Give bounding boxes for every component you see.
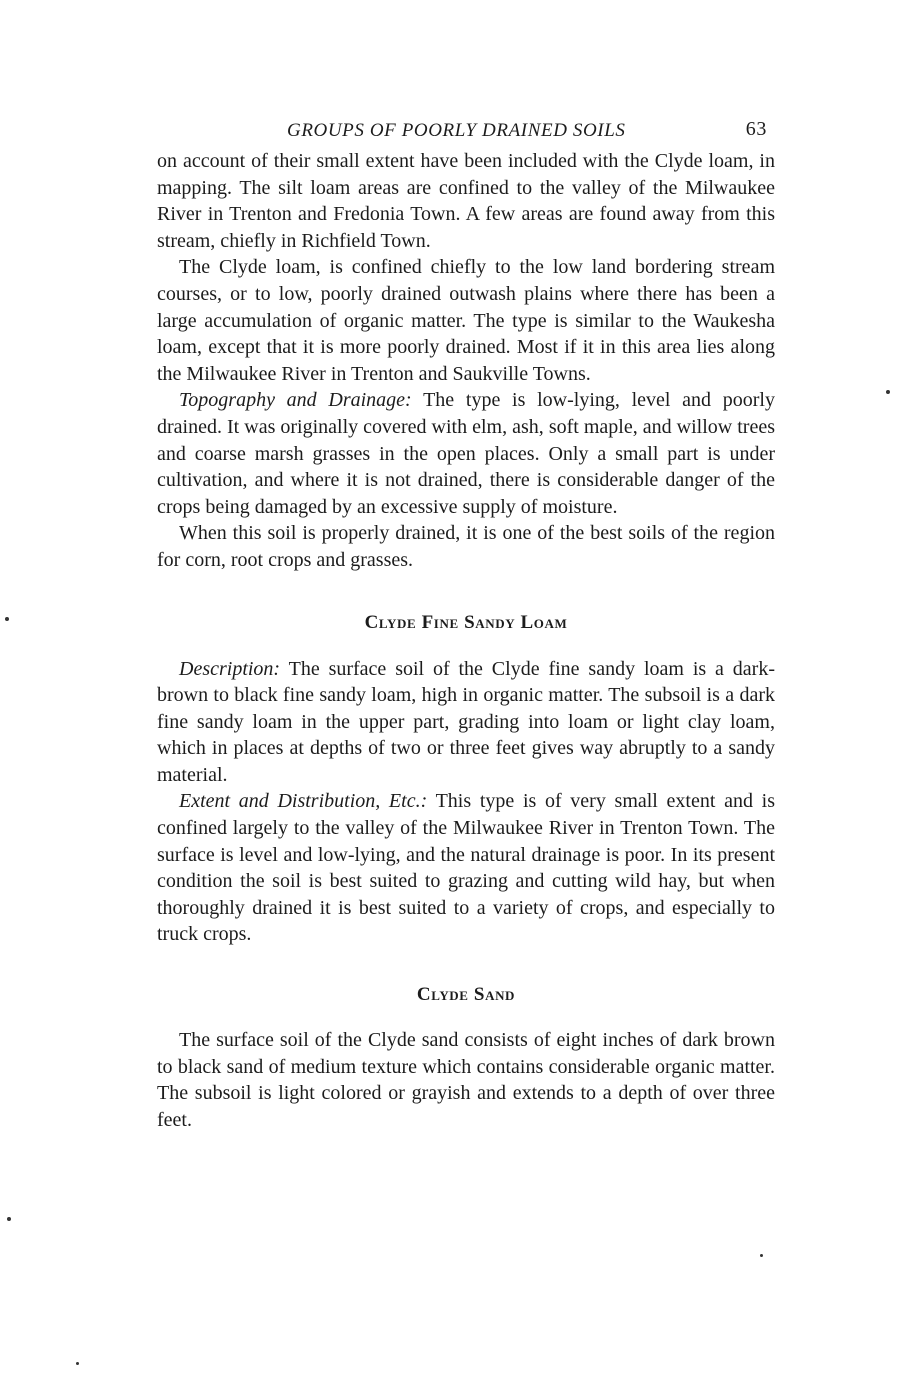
heading-clyde-fine-sandy-loam: Clyde Fine Sandy Loam [364,611,568,633]
scan-speck [886,390,890,394]
running-title: GROUPS OF POORLY DRAINED SOILS [287,120,626,141]
paragraph-clyde-loam: The Clyde loam, is confined chiefly to the low land bordering stream courses, or to low, poorly drained outwash plains where there has been a large accumulation of organic matter. The type is similar to the Waukesha loam, except that it is more poorly drained. Most if it in this area lies along the Milwaukee River in Trenton and Saukville Towns. [157,256,775,385]
paragraph-extent [157,788,775,948]
book-page [157,118,775,1133]
paragraph-clyde-sand: The surface soil of the Clyde sand consists of eight inches of dark brown to black sand of medium texture which contains considerable organic matter. The subsoil is light colored or grayish and extends to a depth of over three feet. [157,1029,775,1131]
scan-speck [7,1217,11,1221]
running-head [157,118,775,148]
topography-text: The type is low-lying, level and poorly drained. It was originally covered with elm, ash, soft maple, and willow trees and coarse marsh grasses in the open places. Only a small part is under cultivation, and where it is not drained, there is considerable danger of the crops being damaged by an excessive supply of moisture. [157,389,775,518]
scan-speck [760,1254,763,1257]
description-text: The surface soil of the Clyde fine sandy loam is a dark-brown to black fine sandy loam, high in organic matter. The subsoil is a dark fine sandy loam in the upper part, grading into loam or light clay loam, which in places at depths of two or three feet gives way abruptly to a sandy material. [157,657,775,786]
heading-clyde-sand: Clyde Sand [416,984,516,1006]
paragraph-description [157,656,775,789]
paragraph-topography [157,387,775,520]
lead-in-description: Description: [179,657,281,680]
paragraph-drained: When this soil is properly drained, it is one of the best soils of the region for corn, root crops and grasses. [157,522,775,571]
lead-in-topography: Topography and Drainage: [179,389,412,412]
extent-text: This type is of very small extent and is confined largely to the valley of the Milwaukee River in Trenton Town. The surface is level and low-lying, and the natural drainage is poor. In its present condition the soil is best suited to grazing and cutting wild hay, but when thoroughly drained it is best suited to a variety of crops, and especially to truck crops. [157,790,775,946]
scan-speck [76,1362,79,1365]
scan-speck [5,617,9,621]
page-number: 63 [745,118,767,140]
paragraph-continuation: on account of their small extent have been included with the Clyde loam, in mapping. The silt loam areas are confined to the valley of the Milwaukee River in Trenton and Fredonia Town. A few areas are found away from this stream, chiefly in Richfield Town. [157,150,775,252]
lead-in-extent: Extent and Distribution, Etc.: [179,790,428,813]
